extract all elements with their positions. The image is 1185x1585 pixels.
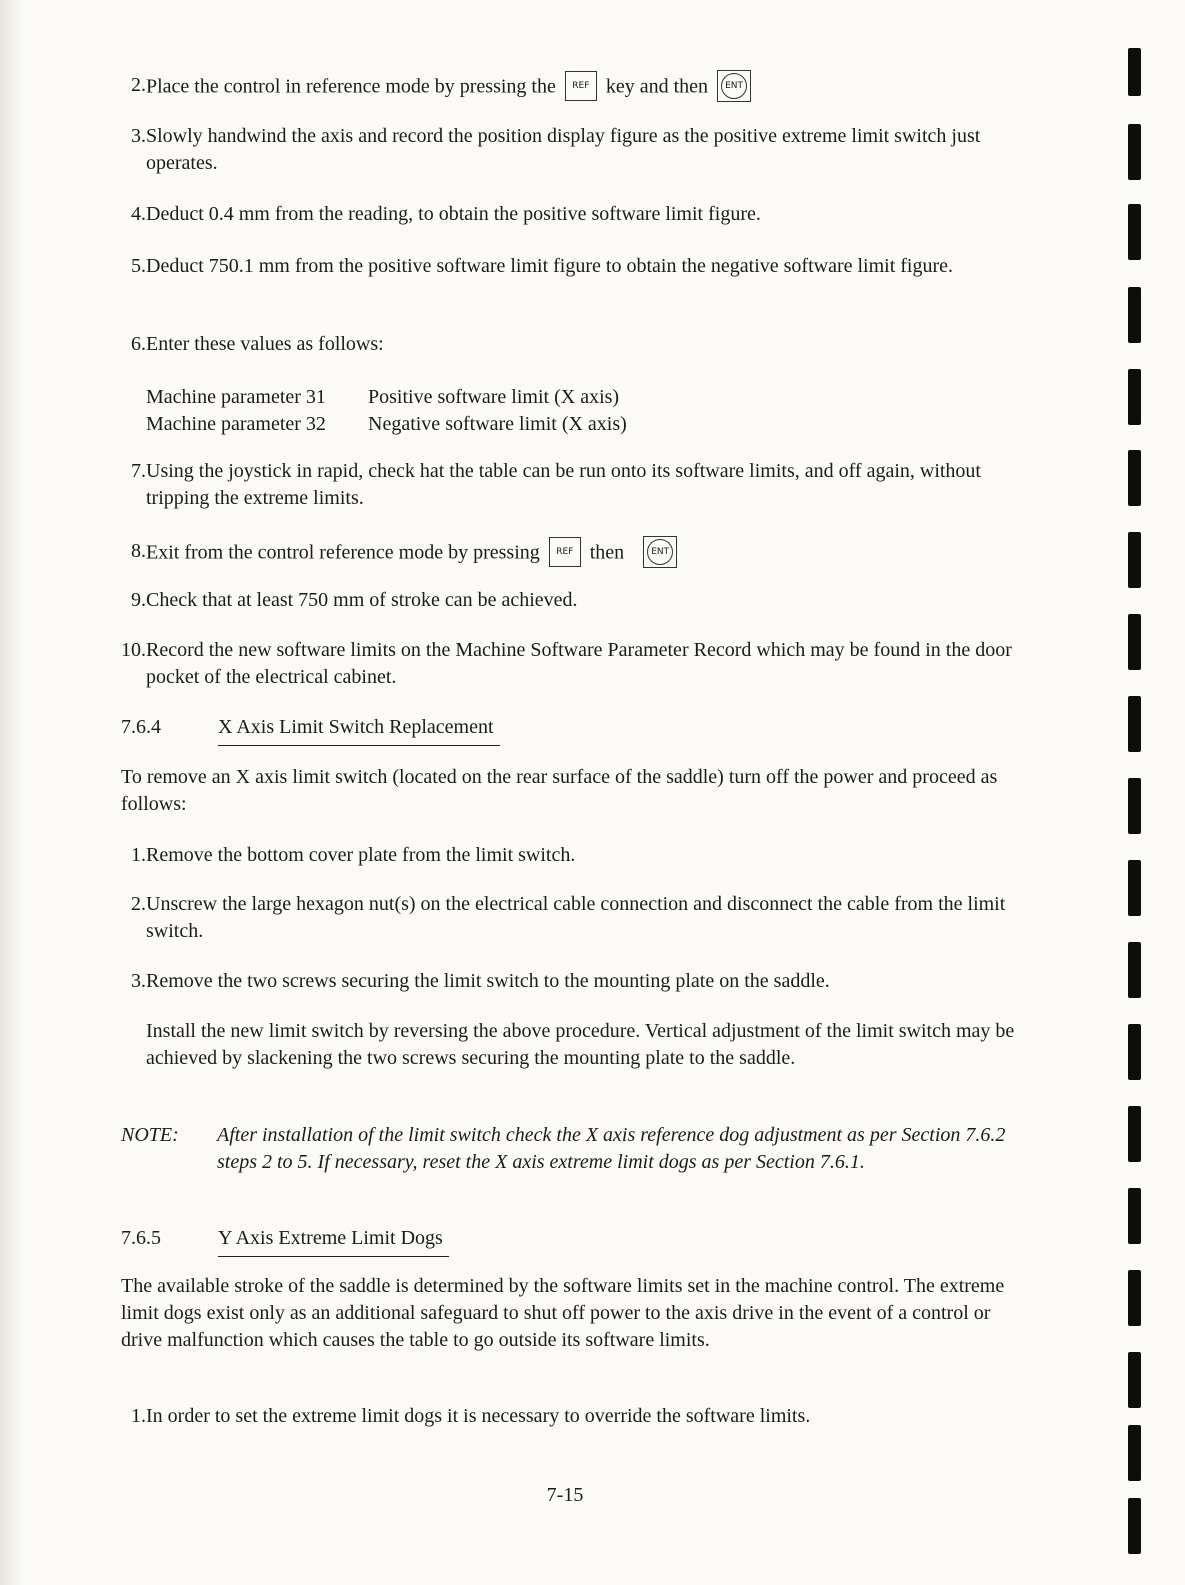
intro-paragraph-7-6-4: To remove an X axis limit switch (located on the rear surface of the saddle) turn off the power and proceed as follows: bbox=[121, 766, 998, 815]
step-number: 5. bbox=[131, 255, 146, 277]
section-number: 7.6.4 bbox=[121, 716, 161, 738]
removal-step-3 bbox=[112, 968, 1017, 995]
parameter-name: Machine parameter 31 bbox=[146, 386, 326, 408]
step-number: 3. bbox=[131, 970, 146, 992]
ent-key-label: ENT bbox=[721, 73, 747, 99]
page-number: 7-15 bbox=[546, 1484, 584, 1506]
step-number: 8. bbox=[131, 540, 146, 562]
binding-bar bbox=[1128, 1024, 1141, 1080]
step-2 bbox=[112, 72, 1017, 104]
note-block bbox=[121, 1122, 1021, 1176]
ref-key-icon: REF bbox=[565, 71, 597, 101]
binding-bar bbox=[1128, 778, 1141, 834]
binding-bar bbox=[1128, 287, 1141, 343]
parameter-name: Machine parameter 32 bbox=[146, 413, 326, 435]
step-text: In order to set the extreme limit dogs it is necessary to override the software limits. bbox=[146, 1405, 811, 1427]
parameter-row bbox=[146, 411, 627, 438]
binding-bar bbox=[1128, 1352, 1141, 1408]
ent-key-label: ENT bbox=[647, 539, 673, 565]
binding-bar bbox=[1128, 1270, 1141, 1326]
step-text: key and then bbox=[605, 75, 709, 98]
binding-bar bbox=[1128, 204, 1141, 260]
section-number: 7.6.5 bbox=[121, 1227, 161, 1249]
step-number: 4. bbox=[131, 203, 146, 225]
step-number: 2. bbox=[131, 893, 146, 915]
binding-bar bbox=[1128, 532, 1141, 588]
step-text: Record the new software limits on the Machine Software Parameter Record which may be found in the door pocket of the electrical cabinet. bbox=[146, 639, 1012, 688]
limit-dogs-step-1 bbox=[112, 1403, 1017, 1430]
binding-bar bbox=[1128, 1106, 1141, 1162]
step-text: Remove the two screws securing the limit switch to the mounting plate on the saddle. bbox=[146, 970, 830, 992]
step-number: 9. bbox=[131, 589, 146, 611]
step-text: Check that at least 750 mm of stroke can be achieved. bbox=[146, 589, 578, 611]
step-text: Slowly handwind the axis and record the position display figure as the positive extreme limit switch just operates. bbox=[146, 125, 981, 174]
parameter-desc: Positive software limit (X axis) bbox=[368, 386, 620, 408]
step-text: Enter these values as follows: bbox=[146, 333, 384, 355]
binding-bar bbox=[1128, 942, 1141, 998]
step-number: 2. bbox=[131, 74, 146, 96]
ent-key-icon bbox=[643, 536, 677, 568]
binding-bar bbox=[1128, 614, 1141, 670]
intro-paragraph-7-6-5: The available stroke of the saddle is determined by the software limits set in the machine control. The extreme limit dogs exist only as an additional safeguard to shut off power to the axis drive in the event of a control or drive malfunction which causes the table to go outside its software limits. bbox=[121, 1275, 1005, 1351]
step-3 bbox=[112, 123, 1017, 177]
step-7 bbox=[112, 458, 1017, 512]
section-title: X Axis Limit Switch Replacement bbox=[218, 714, 500, 746]
section-title: Y Axis Extreme Limit Dogs bbox=[218, 1225, 449, 1257]
binding-bar bbox=[1128, 696, 1141, 752]
parameter-table bbox=[146, 384, 627, 438]
install-paragraph: Install the new limit switch by reversing the above procedure. Vertical adjustment of the limit switch may be achieved by slackening the two screws securing the mounting plate to the saddle. bbox=[146, 1020, 1015, 1069]
step-number: 10. bbox=[121, 639, 146, 661]
step-10 bbox=[112, 637, 1017, 691]
binding-bar bbox=[1128, 48, 1141, 96]
step-text: Exit from the control reference mode by pressing bbox=[146, 541, 540, 564]
ent-key-icon bbox=[717, 70, 751, 102]
parameter-desc: Negative software limit (X axis) bbox=[368, 413, 627, 435]
ref-key-icon: REF bbox=[549, 537, 581, 567]
step-number: 1. bbox=[131, 1405, 146, 1427]
binding-bar bbox=[1128, 369, 1141, 425]
removal-step-1 bbox=[112, 842, 1017, 869]
step-text: Unscrew the large hexagon nut(s) on the electrical cable connection and disconnect the cable from the limit switch. bbox=[146, 893, 1006, 942]
step-number: 6. bbox=[131, 333, 146, 355]
step-text: Using the joystick in rapid, check hat the table can be run onto its software limits, and off again, without tripping the extreme limits. bbox=[146, 460, 981, 509]
removal-step-2 bbox=[112, 891, 1017, 945]
step-number: 7. bbox=[131, 460, 146, 482]
step-8 bbox=[112, 538, 1017, 570]
step-number: 1. bbox=[131, 844, 146, 866]
step-text: Deduct 750.1 mm from the positive software limit figure to obtain the negative software limit figure. bbox=[146, 255, 954, 277]
binding-bar bbox=[1128, 1425, 1141, 1481]
step-5 bbox=[112, 253, 1017, 280]
step-6 bbox=[112, 331, 1017, 358]
step-text: Deduct 0.4 mm from the reading, to obtain the positive software limit figure. bbox=[146, 203, 761, 225]
binding-margin bbox=[1128, 0, 1154, 1585]
step-number: 3. bbox=[131, 125, 146, 147]
note-label: NOTE: bbox=[121, 1124, 179, 1146]
step-9 bbox=[112, 587, 1017, 614]
step-4 bbox=[112, 201, 1017, 228]
parameter-row bbox=[146, 384, 627, 411]
note-text: After installation of the limit switch check the X axis reference dog adjustment as per Section 7.6.2 steps 2 to 5. If necessary, reset the X axis extreme limit dogs as per Section 7.6.1. bbox=[217, 1124, 1006, 1173]
binding-bar bbox=[1128, 860, 1141, 916]
step-text: then bbox=[589, 541, 625, 564]
binding-bar bbox=[1128, 450, 1141, 506]
step-text: Place the control in reference mode by pressing the bbox=[146, 75, 556, 98]
binding-bar bbox=[1128, 124, 1141, 180]
binding-bar bbox=[1128, 1188, 1141, 1244]
binding-bar bbox=[1128, 1498, 1141, 1554]
step-text: Remove the bottom cover plate from the limit switch. bbox=[146, 844, 576, 866]
